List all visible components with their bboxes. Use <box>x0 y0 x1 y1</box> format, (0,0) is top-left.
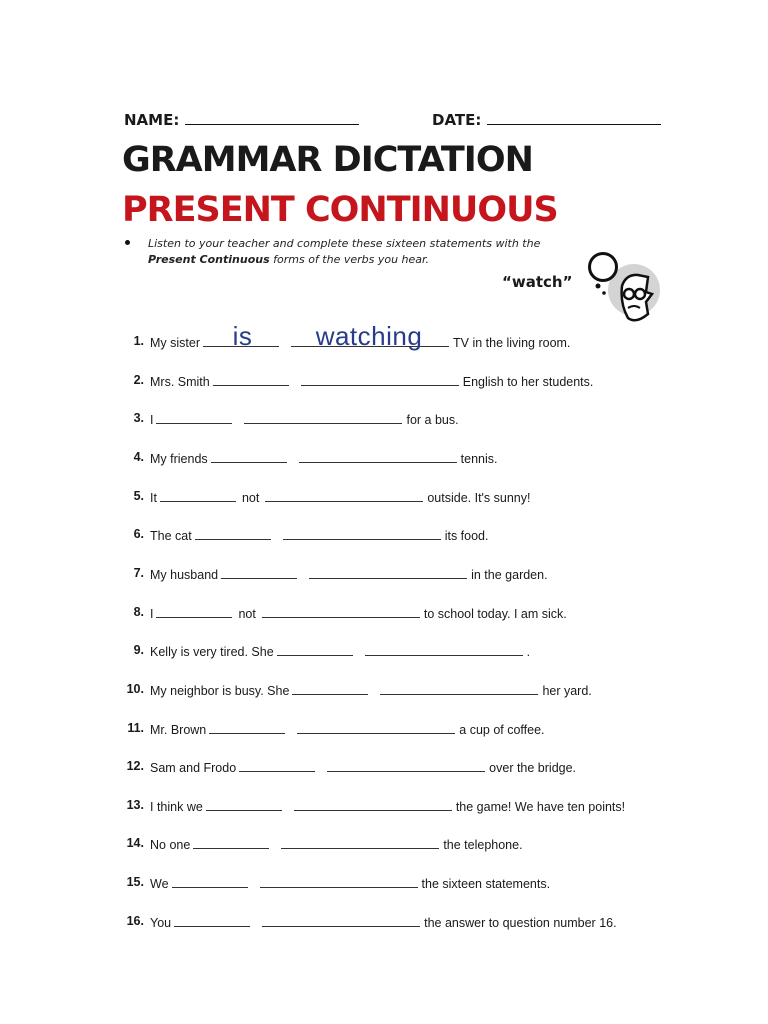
statement-after: a cup of coffee. <box>459 723 545 737</box>
statement-number: 16. <box>126 914 144 928</box>
statement-number: 8. <box>133 605 144 619</box>
aux-verb-blank[interactable] <box>195 527 271 540</box>
statement-text <box>150 721 545 737</box>
verb-blank[interactable] <box>260 875 418 888</box>
statement-text <box>150 321 571 351</box>
statement-after: English to her students. <box>462 375 594 389</box>
verb-blank[interactable] <box>309 566 467 579</box>
statement-before: My husband <box>150 568 219 582</box>
statement-before: It <box>150 491 157 505</box>
statement-after: in the garden. <box>471 568 548 582</box>
statement-before: I <box>150 413 154 427</box>
statement-middle: not <box>238 607 256 621</box>
aux-verb-blank[interactable] <box>213 373 289 386</box>
verb-blank[interactable] <box>262 914 420 927</box>
statement-before: Kelly is very tired. She <box>150 645 274 659</box>
statement-after: TV in the living room. <box>453 336 571 350</box>
statement-text <box>150 566 548 582</box>
instructions-bold: Present Continuous <box>148 253 270 266</box>
statement-before: Mr. Brown <box>150 723 207 737</box>
statement-number: 10. <box>126 682 144 696</box>
aux-verb-blank[interactable] <box>160 489 236 502</box>
aux-verb-blank[interactable] <box>209 721 285 734</box>
statement-after: the game! We have ten points! <box>455 800 626 814</box>
date-label: DATE: <box>432 111 482 129</box>
verb-blank[interactable] <box>299 450 457 463</box>
thinking-person-icon <box>584 244 660 328</box>
statement-before: The cat <box>150 529 192 543</box>
aux-verb-blank[interactable] <box>277 643 353 656</box>
statement-number: 3. <box>133 411 144 425</box>
statement-after: her yard. <box>542 684 592 698</box>
statement-after: over the bridge. <box>489 761 577 775</box>
aux-verb-blank[interactable] <box>174 914 250 927</box>
bullet-icon <box>125 240 130 245</box>
statement-text <box>150 836 523 852</box>
statement-text <box>150 914 617 930</box>
aux-verb-blank[interactable] <box>156 411 232 424</box>
statement-before: My sister <box>150 336 200 350</box>
statement-number: 12. <box>126 759 144 773</box>
statement-before: No one <box>150 838 191 852</box>
date-field[interactable] <box>432 110 661 129</box>
statement-text <box>150 682 592 698</box>
statement-after: the sixteen statements. <box>421 877 551 891</box>
instructions-part1: Listen to your teacher and complete these sixteen statements with the <box>148 237 541 250</box>
statement-number: 7. <box>133 566 144 580</box>
verb-blank[interactable] <box>294 798 452 811</box>
instructions-part2: forms of the verbs you hear. <box>269 253 430 266</box>
name-field[interactable] <box>124 110 359 129</box>
statement-before: We <box>150 877 169 891</box>
statement-after: to school today. I am sick. <box>423 607 567 621</box>
statement-text <box>150 373 593 389</box>
verb-label: “watch” <box>502 273 573 291</box>
statement-number: 4. <box>133 450 144 464</box>
statement-middle: not <box>241 491 260 505</box>
aux-verb-blank[interactable] <box>193 836 269 849</box>
statement-text <box>150 450 498 466</box>
statement-text <box>150 527 488 543</box>
statement-number: 14. <box>126 836 144 850</box>
worksheet-subtitle: PRESENT CONTINUOUS <box>122 190 558 230</box>
statement-number: 1. <box>133 334 144 348</box>
handwritten-answer: watching <box>315 321 423 351</box>
verb-blank[interactable] <box>297 721 455 734</box>
statement-number: 9. <box>133 643 144 657</box>
aux-verb-blank[interactable] <box>292 682 368 695</box>
verb-blank[interactable] <box>244 411 402 424</box>
name-blank[interactable] <box>185 110 359 125</box>
verb-blank[interactable] <box>262 605 420 618</box>
statement-after: the answer to question number 16. <box>424 916 617 930</box>
statement-before: You <box>150 916 172 930</box>
statement-after: tennis. <box>460 452 498 466</box>
statement-after: its food. <box>444 529 489 543</box>
statement-number: 6. <box>133 527 144 541</box>
statement-before: Mrs. Smith <box>150 375 210 389</box>
statement-text <box>150 798 625 814</box>
instructions <box>148 236 568 268</box>
verb-blank[interactable] <box>380 682 538 695</box>
name-label: NAME: <box>124 111 180 129</box>
statement-text <box>150 605 567 621</box>
verb-blank[interactable] <box>281 836 439 849</box>
statement-before: I <box>150 607 154 621</box>
statement-before: My neighbor is busy. She <box>150 684 290 698</box>
date-blank[interactable] <box>487 110 661 125</box>
statement-text <box>150 643 530 659</box>
aux-verb-blank[interactable] <box>239 759 315 772</box>
statement-number: 15. <box>126 875 144 889</box>
handwritten-answer: is <box>232 321 253 351</box>
statement-before: Sam and Frodo <box>150 761 237 775</box>
verb-blank[interactable] <box>265 489 423 502</box>
statement-number: 13. <box>126 798 144 812</box>
statement-text <box>150 759 576 775</box>
statement-after: the telephone. <box>443 838 523 852</box>
statement-number: 2. <box>133 373 144 387</box>
aux-verb-blank[interactable] <box>221 566 297 579</box>
statement-text <box>150 411 459 427</box>
worksheet-title: GRAMMAR DICTATION <box>122 140 533 180</box>
statement-before: My friends <box>150 452 208 466</box>
verb-blank[interactable] <box>327 759 485 772</box>
aux-verb-blank[interactable] <box>206 798 282 811</box>
statement-after: outside. It's sunny! <box>427 491 531 505</box>
statement-number: 11. <box>127 721 144 735</box>
statement-after: . <box>526 645 531 659</box>
verb-blank[interactable] <box>283 527 441 540</box>
aux-verb-blank[interactable] <box>156 605 232 618</box>
statement-before: I think we <box>150 800 203 814</box>
statement-after: for a bus. <box>406 413 459 427</box>
statement-text <box>150 489 530 505</box>
verb-blank[interactable] <box>365 643 523 656</box>
statement-number: 5. <box>133 489 144 503</box>
statement-text <box>150 875 550 891</box>
aux-verb-blank[interactable] <box>211 450 287 463</box>
aux-verb-blank[interactable] <box>172 875 248 888</box>
verb-blank[interactable] <box>301 373 459 386</box>
